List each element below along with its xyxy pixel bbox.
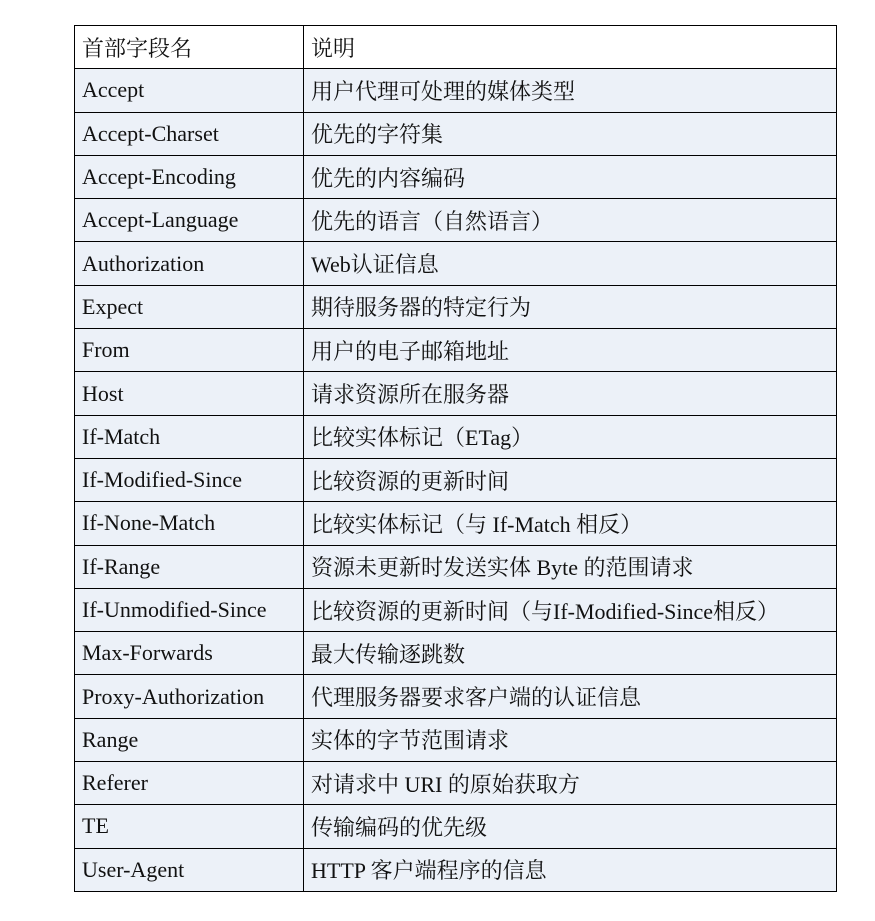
header-field-name-cell: If-None-Match [75,502,304,545]
table-row [75,718,837,761]
header-field-name-cell: Expect [75,285,304,328]
header-field-name-cell: Max-Forwards [75,632,304,675]
header-field-description-cell: Web认证信息 [304,242,837,285]
header-field-name-cell: Range [75,718,304,761]
header-field-description-cell: 对请求中 URI 的原始获取方 [304,762,837,805]
header-field-name-cell: If-Match [75,415,304,458]
header-field-description-cell: 优先的字符集 [304,112,837,155]
table-row [75,69,837,112]
table-row [75,458,837,501]
header-field-description-cell: 期待服务器的特定行为 [304,285,837,328]
table-row [75,632,837,675]
header-field-name-cell: Accept-Charset [75,112,304,155]
header-field-description-cell: HTTP 客户端程序的信息 [304,848,837,891]
table-row [75,762,837,805]
header-field-name-cell: If-Modified-Since [75,458,304,501]
table-row [75,675,837,718]
header-field-description-cell: 比较实体标记（ETag） [304,415,837,458]
request-header-fields-table [74,25,837,892]
header-field-name-cell: If-Range [75,545,304,588]
header-field-name-cell: Accept-Language [75,199,304,242]
header-field-name-cell: From [75,329,304,372]
header-field-description-cell: 代理服务器要求客户端的认证信息 [304,675,837,718]
header-field-description-cell: 比较资源的更新时间（与If-Modified-Since相反） [304,588,837,631]
header-field-name-cell: TE [75,805,304,848]
header-field-name-cell: User-Agent [75,848,304,891]
table-row [75,372,837,415]
header-field-description-cell: 资源未更新时发送实体 Byte 的范围请求 [304,545,837,588]
table-row [75,329,837,372]
header-field-name-cell: Referer [75,762,304,805]
header-field-description-cell: 最大传输逐跳数 [304,632,837,675]
table-row [75,155,837,198]
header-field-name-cell: Accept-Encoding [75,155,304,198]
header-field-description-cell: 请求资源所在服务器 [304,372,837,415]
table-row [75,502,837,545]
header-field-name-cell: Host [75,372,304,415]
table-row [75,242,837,285]
header-field-description-cell: 实体的字节范围请求 [304,718,837,761]
table-body [75,26,837,892]
header-field-name-cell: Proxy-Authorization [75,675,304,718]
header-field-description-cell: 用户的电子邮箱地址 [304,329,837,372]
table-row [75,112,837,155]
header-field-description-cell: 传输编码的优先级 [304,805,837,848]
header-field-description-cell: 比较实体标记（与 If-Match 相反） [304,502,837,545]
header-field-description-cell: 用户代理可处理的媒体类型 [304,69,837,112]
table-row [75,588,837,631]
table-row [75,848,837,891]
header-field-name-cell: Accept [75,69,304,112]
column-header-field-name: 首部字段名 [75,26,304,69]
column-header-description: 说明 [304,26,837,69]
table-row [75,199,837,242]
table-row [75,805,837,848]
table-row [75,415,837,458]
header-field-description-cell: 优先的语言（自然语言） [304,199,837,242]
table-row [75,285,837,328]
header-field-description-cell: 优先的内容编码 [304,155,837,198]
header-field-name-cell: Authorization [75,242,304,285]
header-field-name-cell: If-Unmodified-Since [75,588,304,631]
header-field-description-cell: 比较资源的更新时间 [304,458,837,501]
table-header-row [75,26,837,69]
table-row [75,545,837,588]
